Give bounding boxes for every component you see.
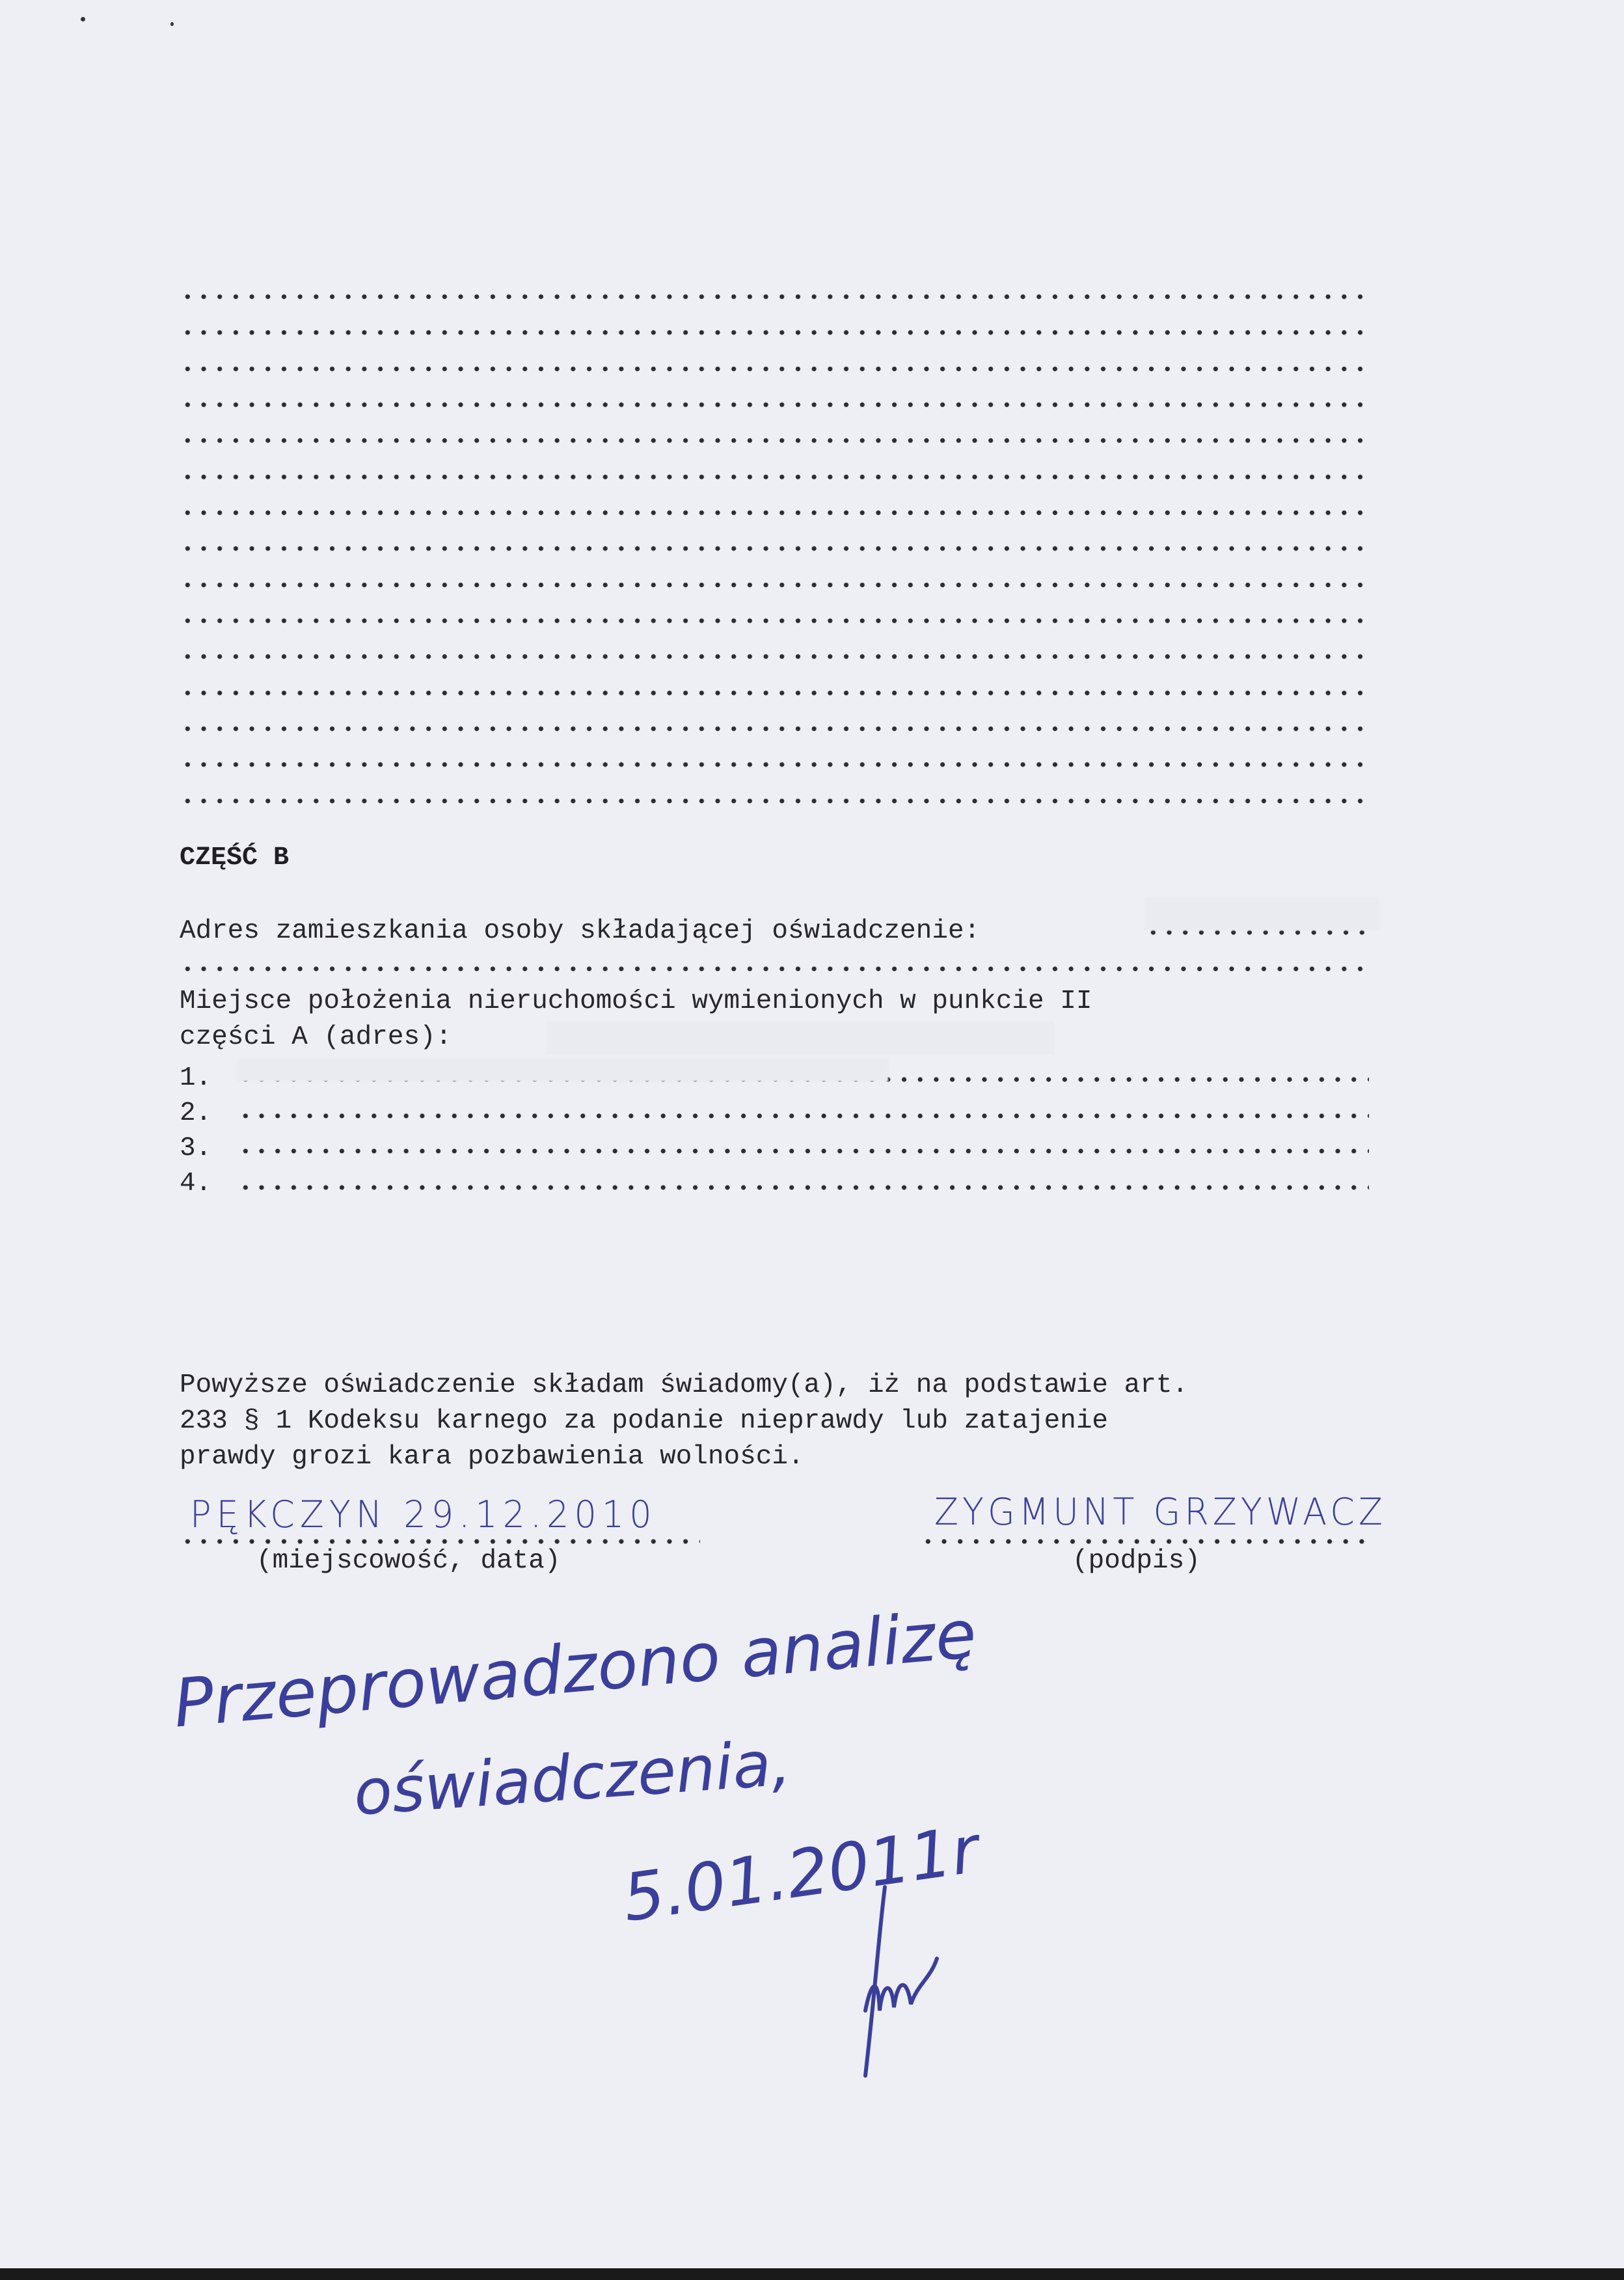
handwritten-place-date: PĘKCZYN 29.12.2010 — [190, 1493, 657, 1536]
property-item-number: 4. — [180, 1169, 212, 1199]
declaration-line-3: prawdy grozi kara pozbawienia wolności. — [180, 1442, 804, 1472]
scan-speck — [81, 17, 85, 21]
handwritten-signature: ZYGMUNT GRZYWACZ — [934, 1490, 1387, 1534]
annotation-line-2: oświadczenia, — [351, 1726, 793, 1830]
dotted-line — [180, 761, 1369, 768]
scan-speck — [170, 22, 174, 26]
property-label-line2: części A (adres): — [180, 1022, 452, 1052]
place-date-label: (miejscowość, data) — [256, 1546, 561, 1576]
signature-label: (podpis) — [1072, 1546, 1200, 1576]
dotted-line — [180, 474, 1369, 480]
property-item-dotted-line — [237, 1184, 1369, 1191]
dotted-line — [180, 329, 1369, 336]
annotation-date: 5.01.2011r — [618, 1811, 983, 1936]
declaration-line-1: Powyższe oświadczenie składam świadomy(a), iż na podstawie art. — [180, 1370, 1189, 1400]
residence-dotted-line — [180, 966, 1369, 972]
declaration-line-2: 233 § 1 Kodeksu karnego za podanie nieprawdy lub zatajenie — [180, 1406, 1109, 1436]
dotted-line — [180, 437, 1369, 444]
dotted-line — [180, 401, 1369, 408]
dotted-line — [180, 798, 1369, 804]
redaction — [237, 1059, 888, 1081]
dotted-line — [180, 293, 1369, 300]
dotted-line — [180, 690, 1369, 696]
dotted-line — [180, 653, 1369, 660]
annotation-line-1: Przeprowadzono analizę — [170, 1595, 980, 1743]
dotted-line — [180, 618, 1369, 624]
property-item-number: 3. — [180, 1133, 212, 1163]
property-label-line1: Miejsce położenia nieruchomości wymienionych w punkcie II — [180, 986, 1092, 1016]
residence-label: Adres zamieszkania osoby składającej oświadczenie: — [180, 916, 981, 946]
dotted-line — [180, 726, 1369, 732]
initials-signature-scribble — [839, 1880, 982, 2089]
redaction — [547, 1022, 1054, 1054]
dotted-line — [180, 509, 1369, 516]
property-item-dotted-line — [237, 1148, 1369, 1154]
dotted-line — [180, 366, 1369, 372]
dotted-line — [180, 582, 1369, 588]
property-item-number: 1. — [180, 1063, 212, 1093]
property-item-number: 2. — [180, 1098, 212, 1128]
dotted-line — [180, 545, 1369, 552]
scan-edge — [0, 2268, 1624, 2280]
property-item-dotted-line — [237, 1113, 1369, 1119]
redaction — [1145, 897, 1379, 930]
section-title: CZĘŚĆ B — [180, 843, 290, 873]
